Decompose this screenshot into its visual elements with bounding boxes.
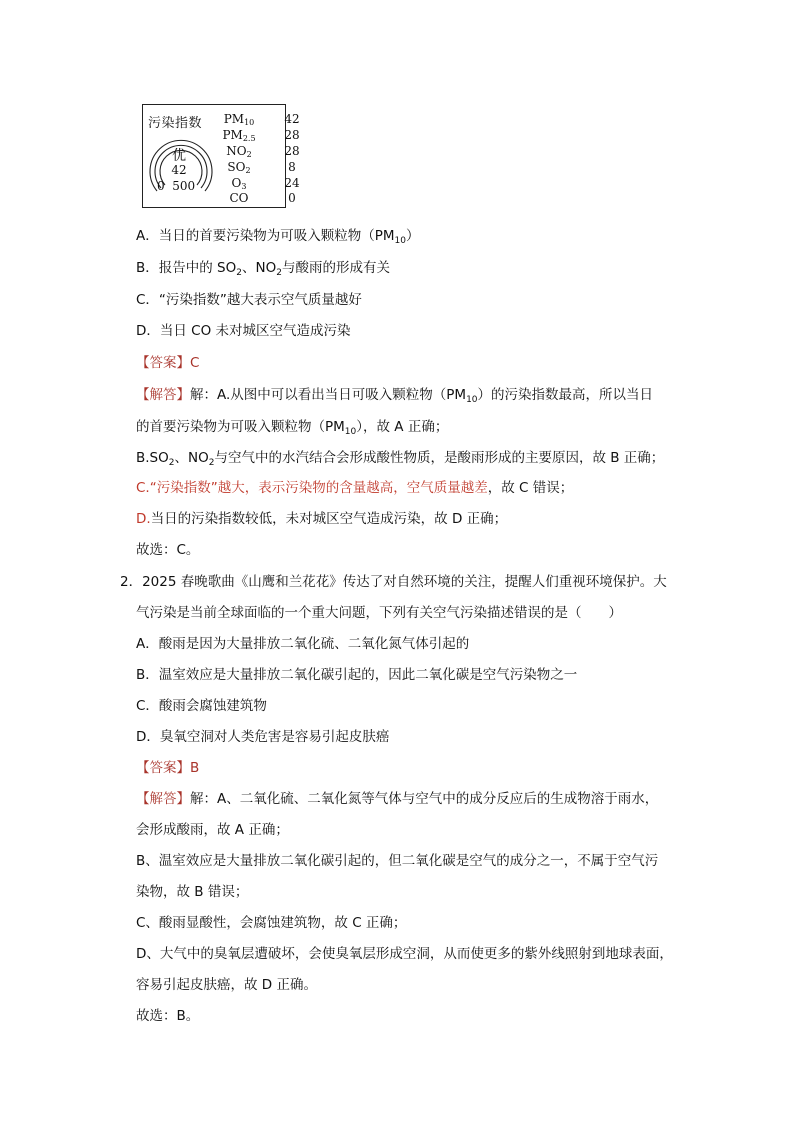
answer-label: 【答案】 [136,355,190,371]
q2-stem: 2．2025 春晚歌曲《山鹰和兰花花》传达了对自然环境的关注，提醒人们重视环境保护。大 [120,574,667,590]
q2-analysis-line: 【解答】解：A、二氧化硫、二氧化氮等气体与空气中的成分反应后的生成物溶于雨水， [136,791,659,807]
q1-analysis-line: $B.SO_2$、$NO_2$与空气中的水汽结合会形成酸性物质，是酸雨形成的主要原因，故 B 正确； [136,450,665,468]
scale-min: 0 [157,179,165,193]
answer-value: B [190,760,200,776]
question-number: 2． [120,574,143,590]
q2-option-c: C．酸雨会腐蚀建筑物 [136,698,267,714]
gauge-scale [157,179,195,193]
pollutant-name: CO [229,191,249,205]
q2-option-a: A．酸雨是因为大量排放二氧化硫、二氧化氮气体引起的 [136,636,470,652]
q2-analysis-line: D、大气中的臭氧层遭破坏，会使臭氧层形成空洞，从而使更多的紫外线照射到地球表面， [136,946,673,962]
pollutant-name: $NO_2$ [226,144,252,159]
figure-title: 污染指数 [148,116,203,131]
pollutant-name: $PM_{2.5}$ [222,128,256,143]
q2-analysis-line: 容易引起皮肤癌，故 D 正确。 [136,977,317,993]
q1-option-c: C．“污染指数”越大表示空气质量越好 [136,292,362,308]
scale-max: 500 [172,179,196,193]
pollutant-value: 42 [284,112,300,126]
pollutant-name: $PM_{10}$ [223,112,255,127]
q2-analysis-line: 会形成酸雨，故 A 正确； [136,822,289,838]
q2-analysis-line: 故选：B。 [136,1008,200,1024]
answer-label: 【答案】 [136,760,190,776]
analysis-label: 【解答】 [136,791,190,807]
q2-analysis-line: B、温室效应是大量排放二氧化碳引起的，但二氧化碳是空气的成分之一，不属于空气污 [136,853,659,869]
pollutant-value: 28 [284,144,300,158]
q2-analysis-line: 染物，故 B 错误； [136,884,249,900]
q2-option-b: B．温室效应是大量排放二氧化碳引起的，因此二氧化碳是空气污染物之一 [136,667,578,683]
air-quality-rating: 优 [172,148,186,164]
q1-analysis-line: D.当日的污染指数较低，未对城区空气造成污染，故 D 正确； [136,511,508,527]
pollutant-value: 24 [284,176,300,190]
pollutant-name: $O_3$ [231,176,247,191]
analysis-label: 【解答】 [136,387,190,403]
answer-value: C [190,355,200,371]
q1-analysis-line: 【解答】解：A.从图中可以看出当日可吸入颗粒物$(PM_{10})$的污染指数最高，所以当日 [136,387,654,405]
q2-stem-cont: 气污染是当前全球面临的一个重大问题，下列有关空气污染描述错误的是（ ） [136,605,622,621]
pollutant-value: 0 [288,191,296,205]
q1-answer [136,353,199,373]
pollutant-value: 8 [288,160,296,174]
pollution-index-value: 42 [171,163,187,177]
pollutant-value: 28 [284,128,300,142]
pollution-index-figure [142,104,300,208]
q1-option-a: A．当日的首要污染物为可吸入颗粒物$(PM_{10})$ [136,228,420,246]
q2-option-d: D．臭氧空洞对人类危害是容易引起皮肤癌 [136,729,390,745]
q2-analysis-line: C、酸雨显酸性，会腐蚀建筑物，故 C 正确； [136,915,407,931]
q1-analysis-line: 的首要污染物为可吸入颗粒物$(PM_{10})$，故 A 正确； [136,419,449,437]
q2-answer [136,758,199,778]
q1-analysis-line: 故选：C。 [136,542,200,558]
pollutant-name: $SO_2$ [227,160,251,175]
q1-option-d: D．当日 CO 未对城区空气造成污染 [136,323,351,339]
q1-option-b: B．报告中的 $SO_2$、$NO_2$与酸雨的形成有关 [136,260,390,278]
q1-analysis-line: C.“污染指数”越大，表示污染物的含量越高，空气质量越差，故 C 错误； [136,480,574,496]
